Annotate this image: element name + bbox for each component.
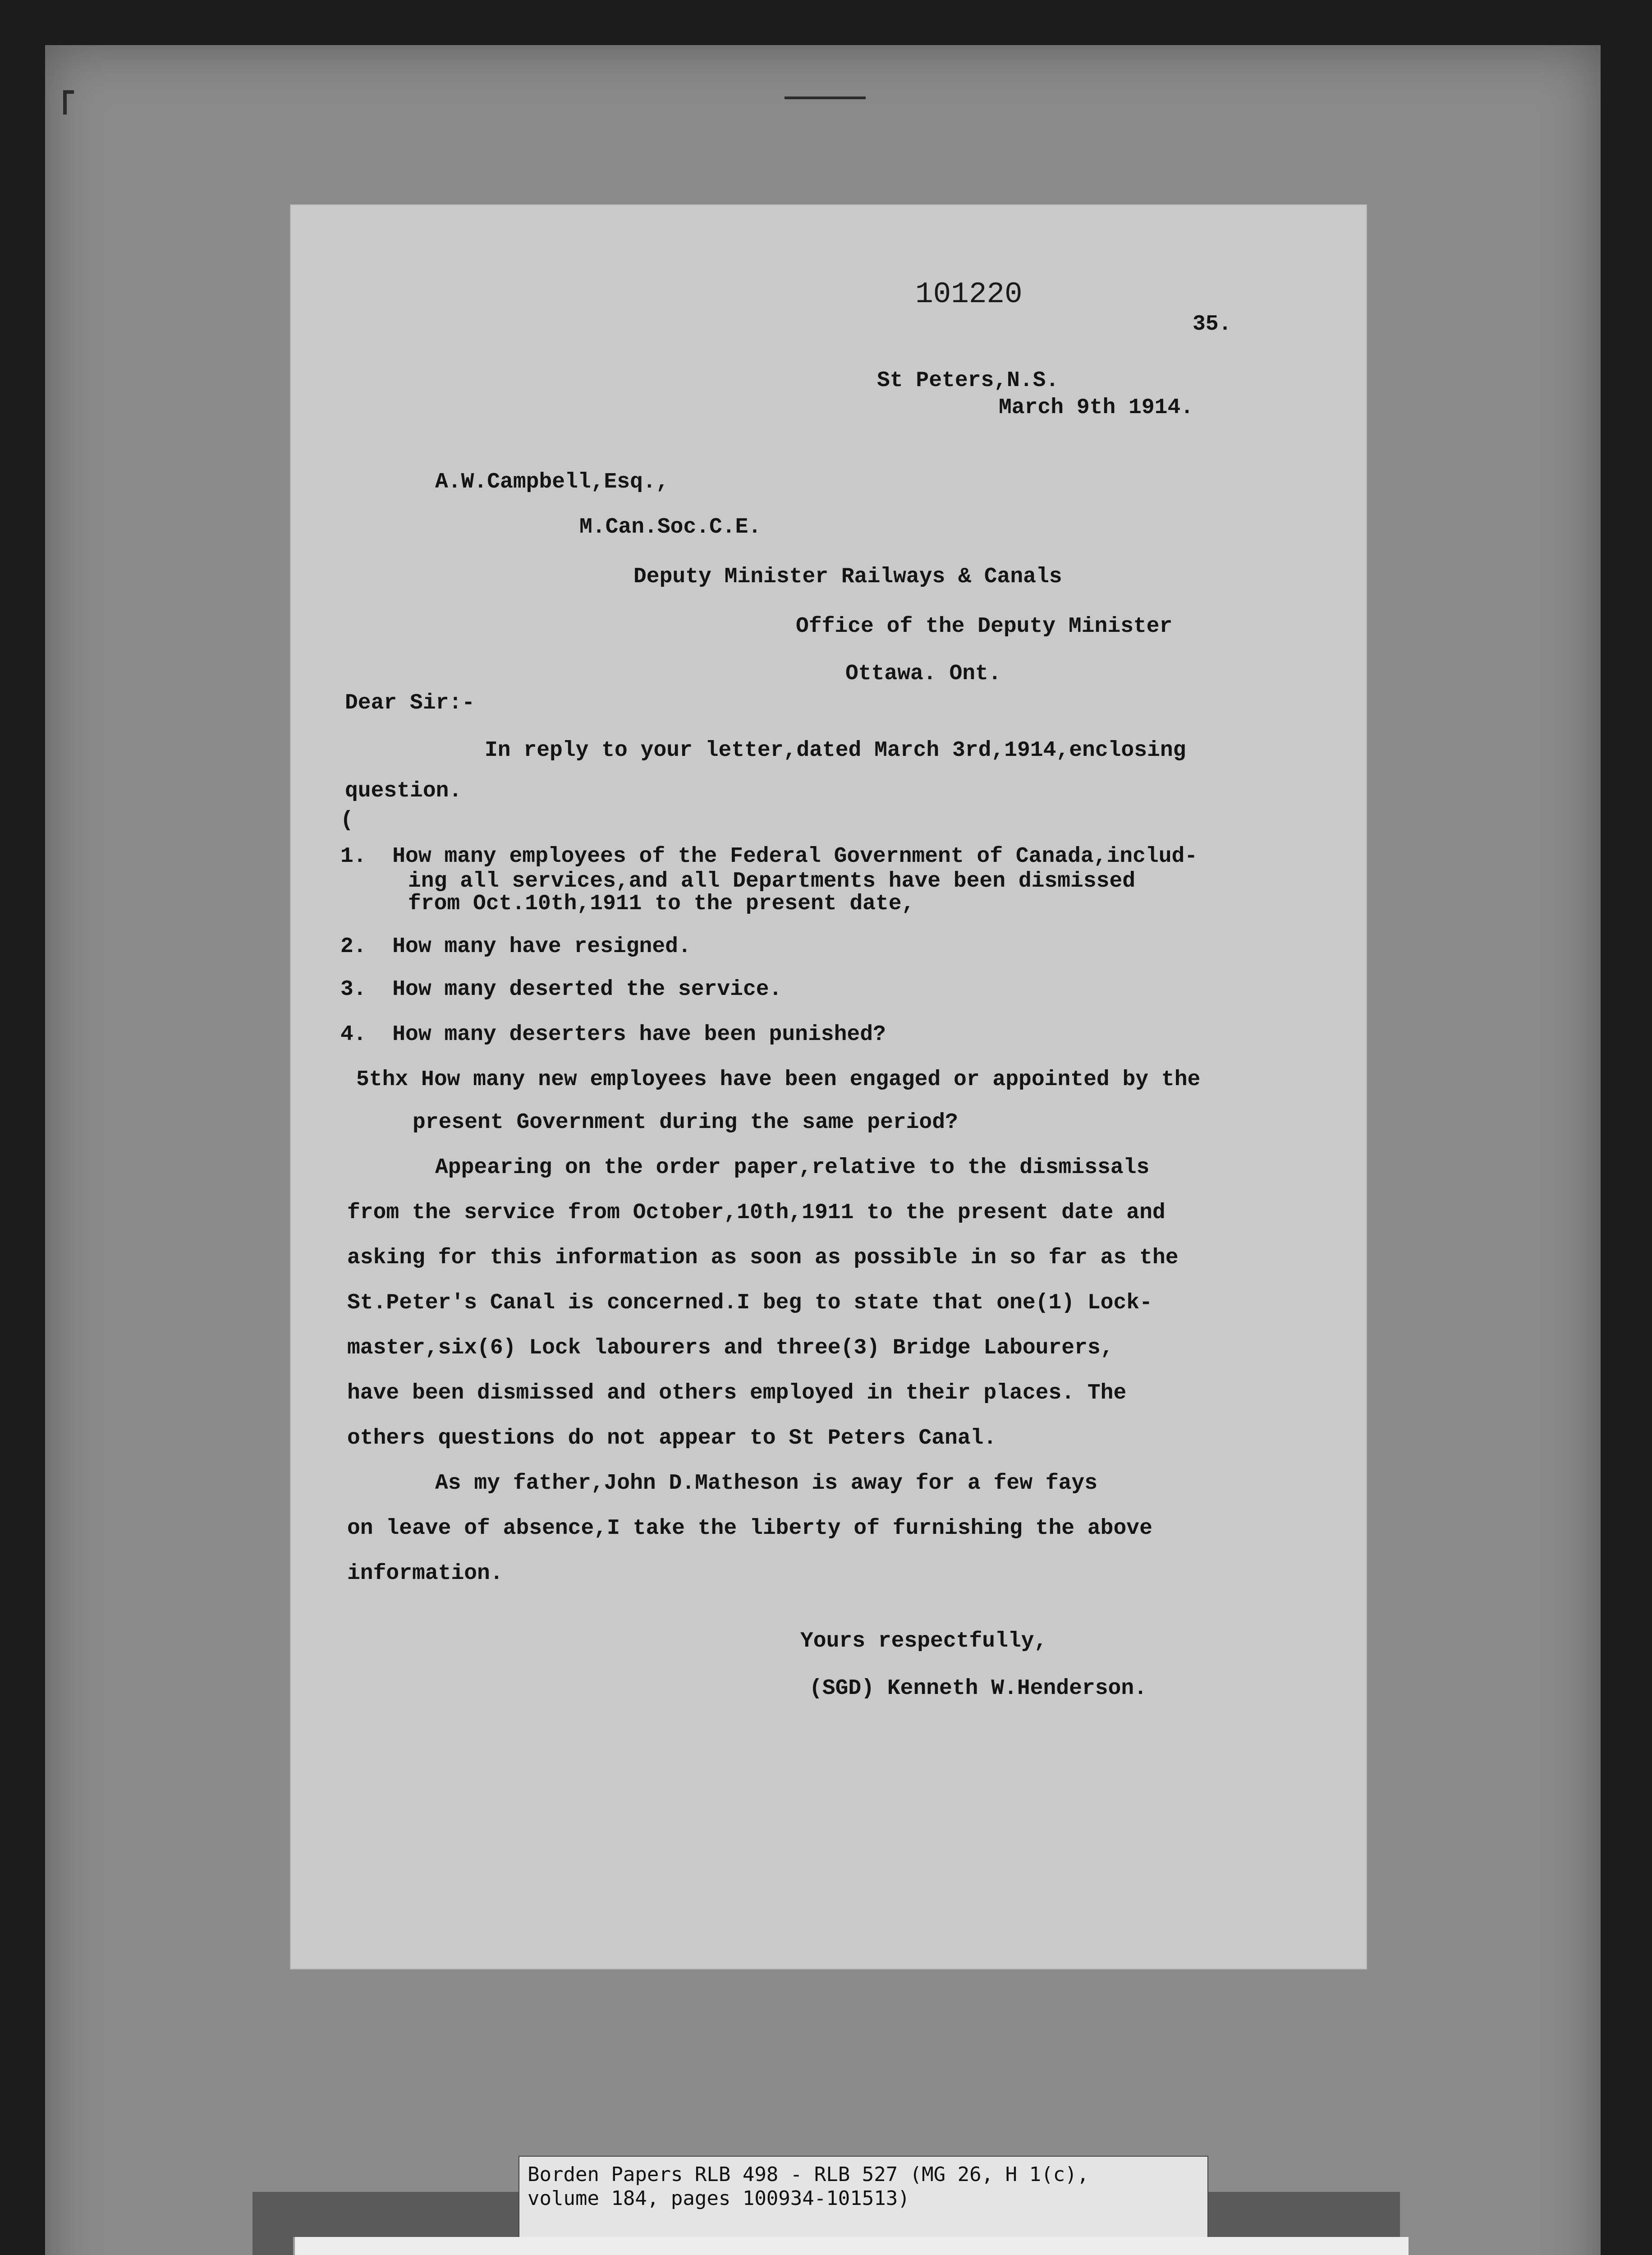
caption-line-2: volume 184, pages 100934-101513) xyxy=(528,2186,910,2210)
intro-line-1: In reply to your letter,dated March 3rd,1914,enclosing xyxy=(485,738,1186,763)
question-5-line-2: present Government during the same period? xyxy=(413,1110,958,1135)
intro-line-2: question. xyxy=(345,779,462,803)
recipient-title: Deputy Minister Railways & Canals xyxy=(633,565,1062,589)
letter-page xyxy=(291,205,1366,1969)
salutation: Dear Sir:- xyxy=(345,691,475,715)
body-line-2: from the service from October,10th,1911 to the present date and xyxy=(347,1201,1166,1225)
body-line-6: have been dismissed and others employed in their places. The xyxy=(347,1381,1127,1405)
question-4: 4. How many deserters have been punished? xyxy=(340,1022,886,1047)
question-1-line-3: from Oct.10th,1911 to the present date, xyxy=(408,892,915,916)
question-1-line-1: 1. How many employees of the Federal Government of Canada,includ- xyxy=(340,844,1198,869)
bracket-marks: ( xyxy=(340,808,353,833)
page-number: 35. xyxy=(1193,312,1232,336)
body-line-8: As my father,John D.Matheson is away for a few fays xyxy=(435,1471,1098,1496)
recipient-name: A.W.Campbell,Esq., xyxy=(435,470,669,494)
collection-caption xyxy=(519,2156,1208,2250)
letter-date: March 9th 1914. xyxy=(999,396,1194,420)
question-1-line-2: ing all services,and all Departments have been dismissed xyxy=(408,869,1136,893)
file-number: 101220 xyxy=(915,277,1023,311)
body-line-3: asking for this information as soon as possible in so far as the xyxy=(347,1246,1179,1270)
body-line-1: Appearing on the order paper,relative to the dismissals xyxy=(435,1155,1150,1180)
body-line-4: St.Peter's Canal is concerned.I beg to state that one(1) Lock- xyxy=(347,1291,1152,1315)
body-line-7: others questions do not appear to St Peters Canal. xyxy=(347,1426,997,1450)
body-line-5: master,six(6) Lock labourers and three(3) Bridge Labourers, xyxy=(347,1336,1114,1360)
body-line-9: on leave of absence,I take the liberty of furnishing the above xyxy=(347,1516,1152,1541)
recipient-city: Ottawa. Ont. xyxy=(845,662,1001,686)
caption-line-1: Borden Papers RLB 498 - RLB 527 (MG 26, H 1(c), xyxy=(528,2163,1089,2186)
signature: (SGD) Kenneth W.Henderson. xyxy=(809,1676,1147,1701)
body-line-10: information. xyxy=(347,1561,503,1586)
recipient-office: Office of the Deputy Minister xyxy=(796,614,1173,639)
question-5-line-1: 5thx How many new employees have been engaged or appointed by the xyxy=(356,1068,1201,1092)
archives-plate xyxy=(293,2237,1409,2255)
closing: Yours respectfully, xyxy=(800,1629,1047,1653)
question-3: 3. How many deserted the service. xyxy=(340,977,782,1002)
letter-place: St Peters,N.S. xyxy=(877,368,1059,393)
question-2: 2. How many have resigned. xyxy=(340,934,691,959)
frame-top-mark xyxy=(785,97,866,99)
recipient-credential: M.Can.Soc.C.E. xyxy=(579,515,762,539)
frame-corner-mark xyxy=(63,90,74,115)
